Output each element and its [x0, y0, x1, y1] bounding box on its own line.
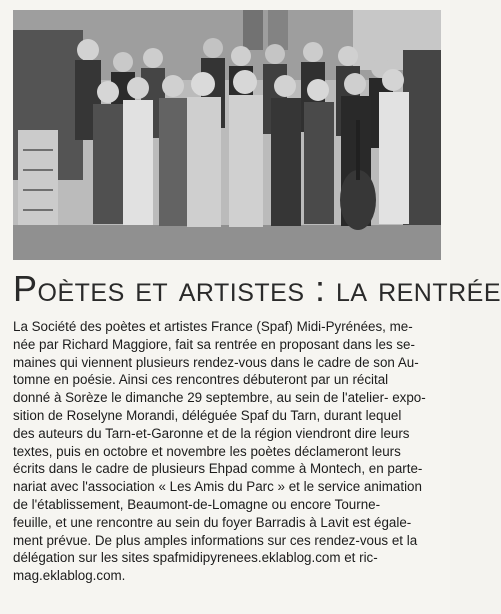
photo-grain — [13, 10, 441, 260]
article-body — [13, 318, 441, 585]
article-body-line: ment prévue. De plus amples informations sur ces rendez-vous et la — [13, 532, 418, 548]
article-body-line: nariat avec l'association « Les Amis du Parc » et le service animation — [13, 479, 422, 495]
article-body-line: tomne en poésie. Ainsi ces rencontres débuteront par un récital — [13, 372, 389, 388]
article-body-line: délégation sur les sites spafmidipyrenees.eklablog.com et ric- — [13, 550, 378, 566]
article-body-line: sition de Roselyne Morandi, déléguée Spaf du Tarn, durant lequel — [13, 407, 402, 423]
article-body-line: écrits dans le cadre de plusieurs Ehpad comme à Montech, en parte- — [13, 461, 423, 477]
article-body-line: mag.eklablog.com. — [13, 568, 126, 584]
article-body-line: des auteurs du Tarn-et-Garonne et de la région viendront dire leurs — [13, 425, 410, 441]
article-body-line: textes, puis en octobre et novembre les poètes déclameront leurs — [13, 443, 401, 459]
group-photo-illustration — [13, 10, 441, 260]
article-body-line: feuille, et une rencontre au sein du foyer Barradis à Lavit est égale- — [13, 514, 412, 530]
article-body-line: donné à Sorèze le dimanche 29 septembre, au sein de l'atelier- expo- — [13, 390, 426, 406]
group-photo — [13, 10, 441, 260]
article-body-line: née par Richard Maggiore, fait sa rentrée en proposant dans les se- — [13, 336, 415, 352]
article-body-line: de l'établissement, Beaumont-de-Lomagne ou encore Tourne- — [13, 496, 381, 512]
article-headline: Poètes et artistes : la rentrée — [13, 268, 501, 309]
article-body-line: La Société des poètes et artistes France (Spaf) Midi-Pyrénées, me- — [13, 319, 413, 334]
article-body-line: maines qui viennent plusieurs rendez-vous dans le cadre de son Au- — [13, 354, 419, 370]
